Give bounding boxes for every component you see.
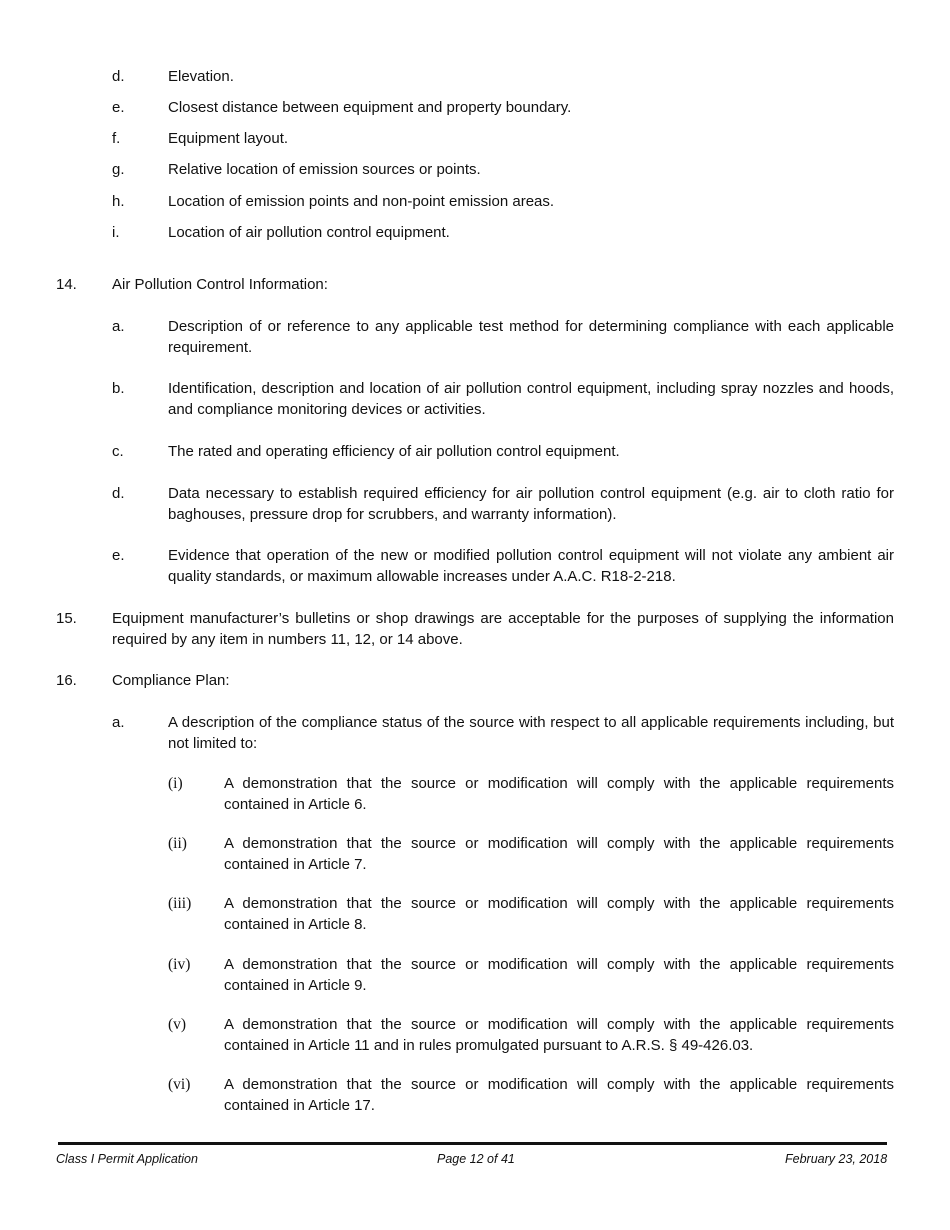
- footer-title: Class I Permit Application: [56, 1152, 198, 1166]
- footer-date: February 23, 2018: [785, 1152, 888, 1166]
- item-marker: 15.: [56, 610, 77, 627]
- item-marker: a.: [112, 318, 125, 335]
- item-marker: e.: [112, 99, 125, 116]
- item-marker: (i): [168, 775, 183, 792]
- item-text: A demonstration that the source or modification will comply with the applicable requirements contained in Article 9.: [224, 956, 894, 994]
- item-marker: g.: [112, 161, 125, 178]
- item-marker: d.: [112, 485, 125, 502]
- item-marker: c.: [112, 443, 124, 460]
- item-marker: e.: [112, 547, 125, 564]
- item-text: Location of emission points and non-point emission areas.: [168, 193, 555, 210]
- item-text: A demonstration that the source or modification will comply with the applicable requirements contained in Article 7.: [224, 835, 894, 873]
- item-text: A demonstration that the source or modification will comply with the applicable requirements contained in Article 8.: [224, 895, 894, 933]
- item-marker: i.: [112, 224, 120, 241]
- item-text: Data necessary to establish required efficiency for air pollution control equipment (e.g. air to cloth ratio for baghouses, pressure drop for scrubbers, and warranty information).: [168, 485, 894, 523]
- item-text: Description of or reference to any applicable test method for determining compliance with each applicable requirement.: [168, 318, 894, 356]
- item-text: Air Pollution Control Information:: [112, 276, 328, 293]
- item-text: The rated and operating efficiency of air pollution control equipment.: [168, 443, 620, 460]
- item-text: Closest distance between equipment and property boundary.: [168, 99, 572, 116]
- item-text: Equipment manufacturer’s bulletins or shop drawings are acceptable for the purposes of supplying the information required by any item in numbers 11, 12, or 14 above.: [112, 610, 894, 648]
- item-text: A demonstration that the source or modification will comply with the applicable requirements contained in Article 6.: [224, 775, 894, 813]
- item-text: Equipment layout.: [168, 130, 289, 147]
- item-marker: h.: [112, 193, 125, 210]
- footer-page-number: Page 12 of 41: [437, 1152, 515, 1166]
- item-marker: f.: [112, 130, 121, 147]
- item-text: A demonstration that the source or modification will comply with the applicable requirements contained in Article 17.: [224, 1076, 894, 1114]
- item-marker: (vi): [168, 1076, 191, 1093]
- item-text: Relative location of emission sources or points.: [168, 161, 481, 178]
- item-marker: d.: [112, 68, 125, 85]
- item-marker: (ii): [168, 835, 187, 852]
- item-text: A demonstration that the source or modification will comply with the applicable requirements contained in Article 11 and in rules promulgated pursuant to A.R.S. § 49-426.03.: [224, 1016, 894, 1054]
- item-marker: (v): [168, 1016, 187, 1033]
- item-marker: 14.: [56, 276, 77, 293]
- item-text: Location of air pollution control equipment.: [168, 224, 450, 241]
- item-marker: a.: [112, 714, 125, 731]
- item-text: Compliance Plan:: [112, 672, 230, 689]
- item-marker: 16.: [56, 672, 77, 689]
- item-marker: (iv): [168, 956, 191, 973]
- item-text: Identification, description and location of air pollution control equipment, including spray nozzles and hoods, and compliance monitoring devices or activities.: [168, 380, 894, 418]
- footer-rule: [58, 1142, 887, 1145]
- item-text: Evidence that operation of the new or modified pollution control equipment will not violate any ambient air quality standards, or maximum allowable increases under A.A.C. R18-2-218.: [168, 547, 894, 585]
- item-text: A description of the compliance status of the source with respect to all applicable requirements including, but not limited to:: [168, 714, 894, 752]
- item-marker: (iii): [168, 895, 192, 912]
- item-text: Elevation.: [168, 68, 234, 85]
- item-marker: b.: [112, 380, 125, 397]
